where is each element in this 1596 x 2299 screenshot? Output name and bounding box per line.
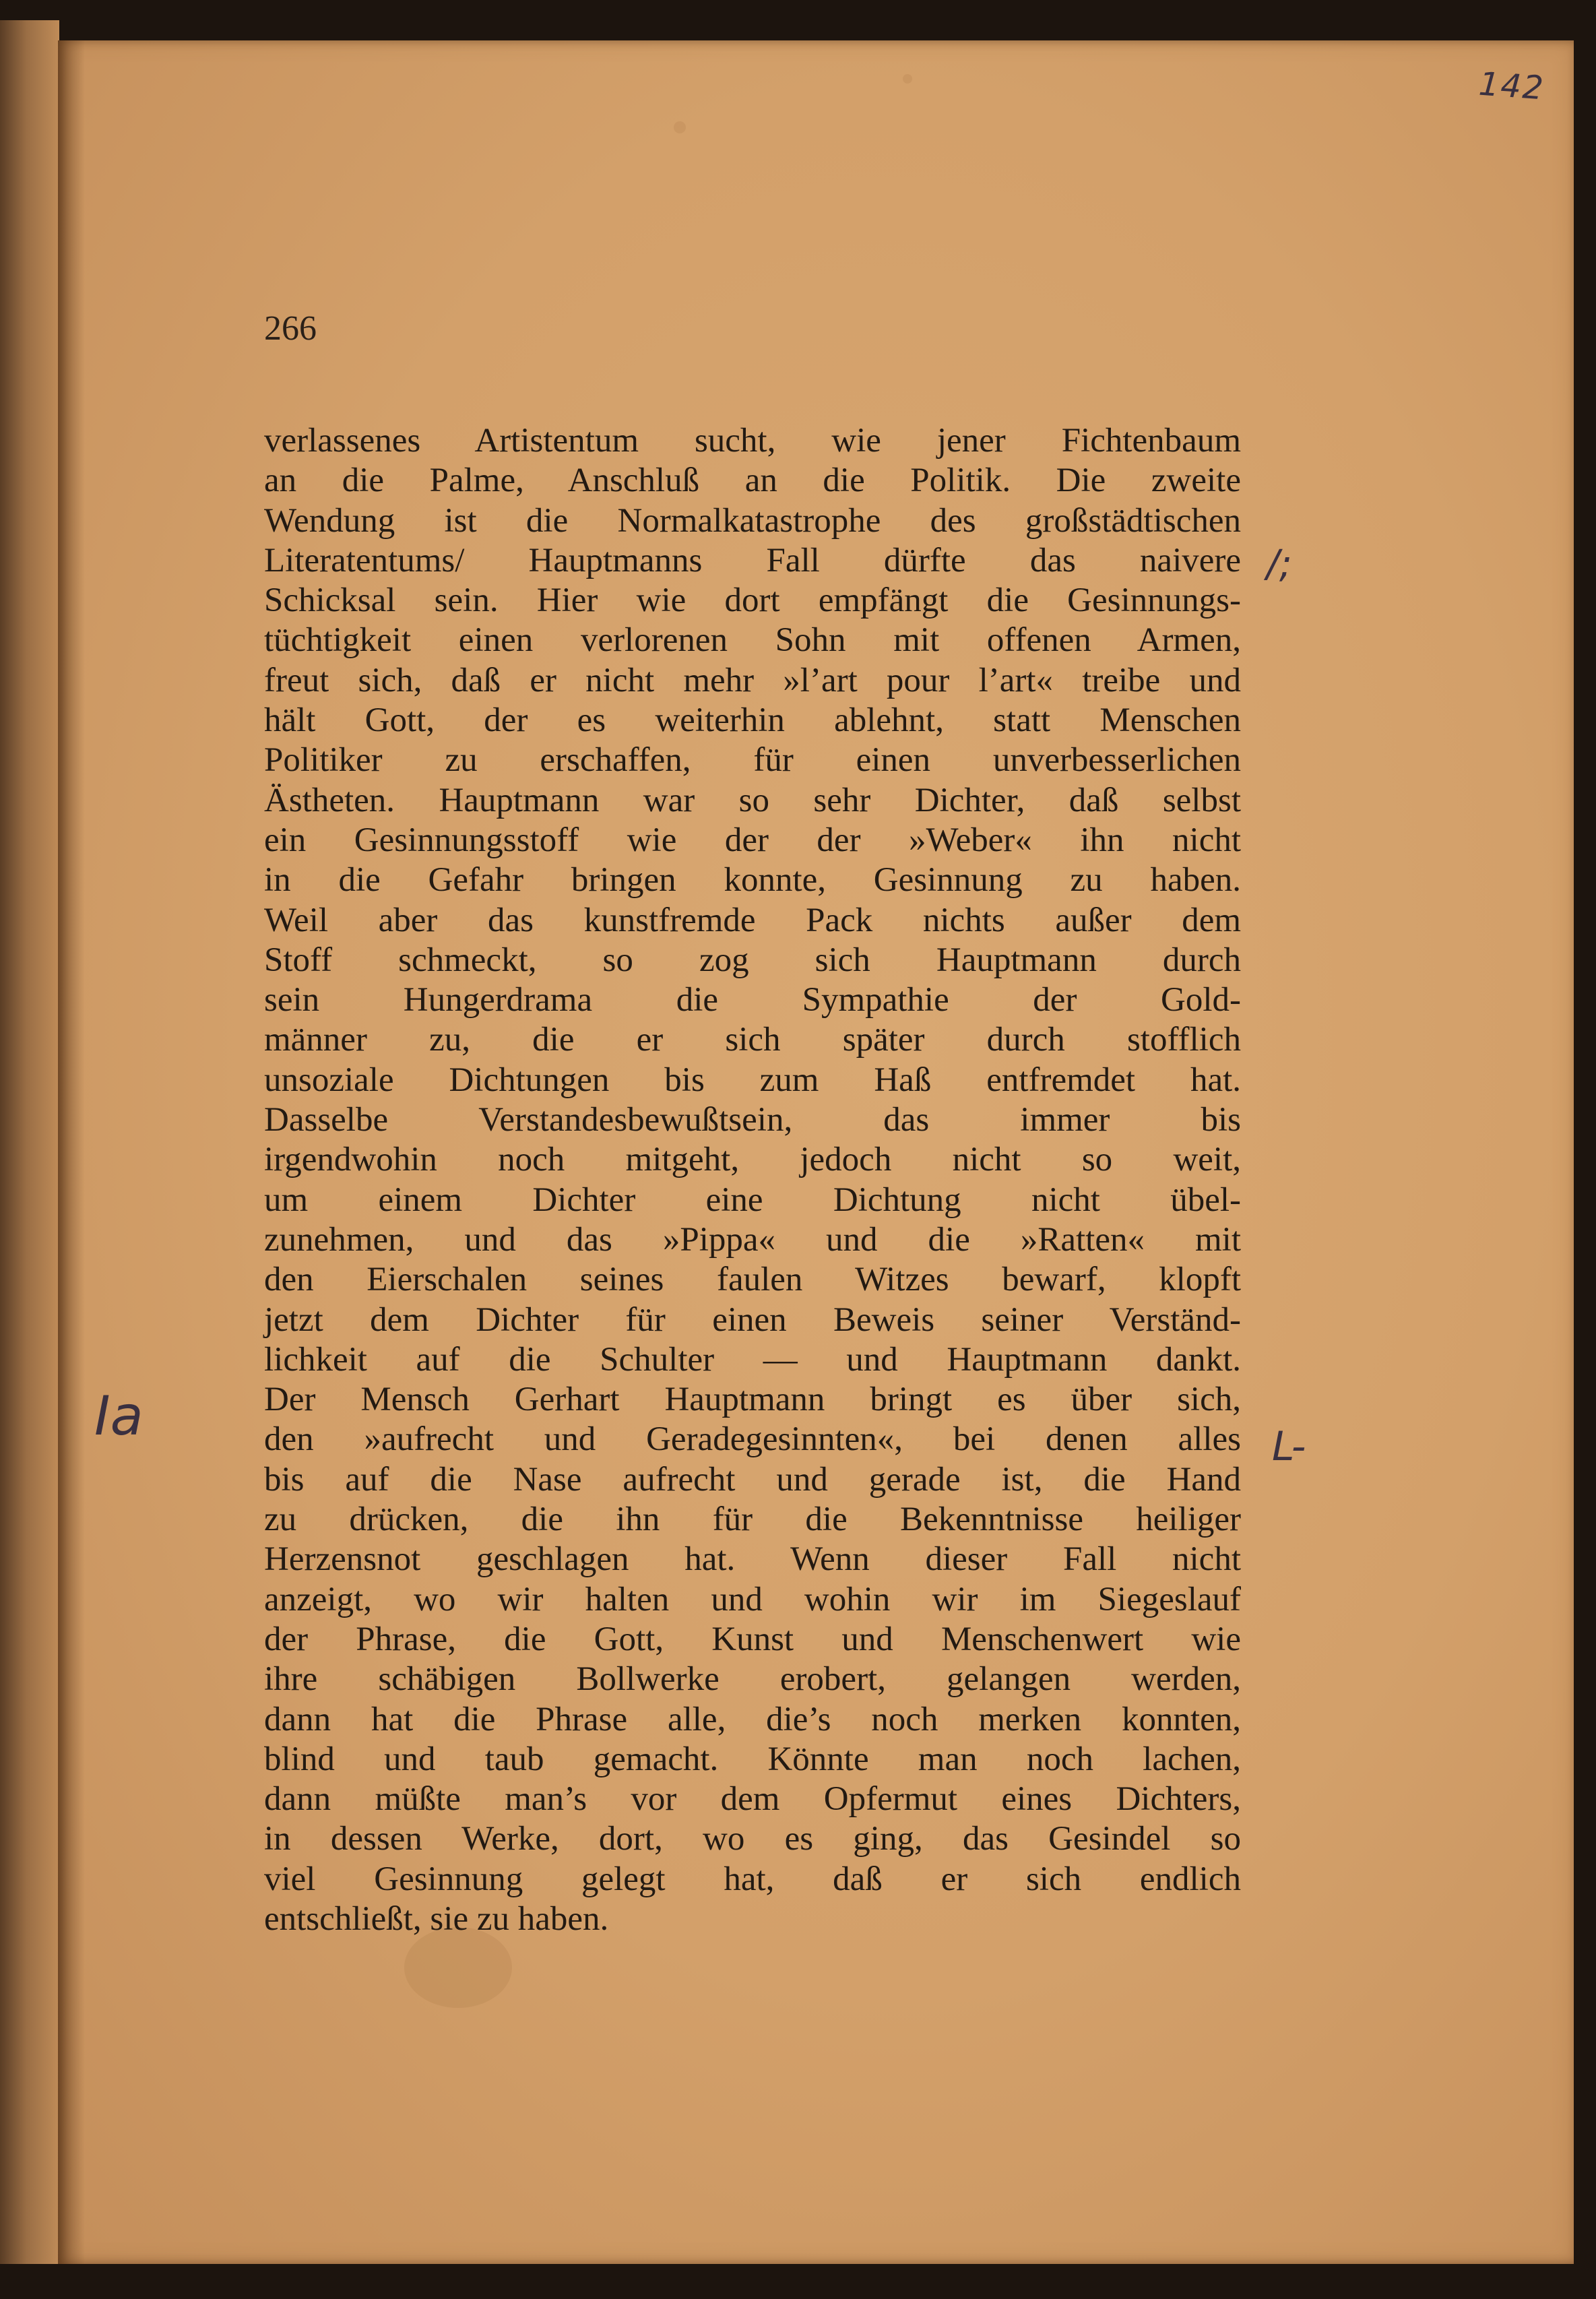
text-line: hält Gott, der es weiterhin ablehnt, statt Menschen bbox=[264, 701, 1241, 740]
text-line: den Eierschalen seines faulen Witzes bewarf, klopft bbox=[264, 1261, 1241, 1299]
text-line: den »aufrecht und Geradegesinnten«, bei denen alles bbox=[264, 1420, 1241, 1459]
text-line: anzeigt, wo wir halten und wohin wir im Siegeslauf bbox=[264, 1580, 1241, 1618]
text-line: dann hat die Phrase alle, die’s noch merken konnten, bbox=[264, 1700, 1241, 1738]
text-line: um einem Dichter eine Dichtung nicht übel- bbox=[264, 1180, 1241, 1219]
margin-correction-mark: /; bbox=[1267, 542, 1292, 586]
scan-border-top bbox=[0, 0, 1596, 40]
text-line: ein Gesinnungsstoff wie der der »Weber« ihn nicht bbox=[264, 821, 1241, 859]
text-line: ihre schäbigen Bollwerke erobert, gelangen werden, bbox=[264, 1660, 1241, 1699]
text-line: entschließt, sie zu haben. bbox=[264, 1899, 609, 1938]
text-line: Herzensnot geschlagen hat. Wenn dieser Fall nicht bbox=[264, 1540, 1241, 1579]
text-line: unsoziale Dichtungen bis zum Haß entfremdet hat. bbox=[264, 1061, 1241, 1099]
text-line: Politiker zu erschaffen, für einen unverbesserlichen bbox=[264, 741, 1241, 780]
text-line: Wendung ist die Normalkatastrophe des großstädtischen bbox=[264, 501, 1241, 540]
text-line: männer zu, die er sich später durch stofflich bbox=[264, 1021, 1241, 1059]
text-line: Dasselbe Verstandesbewußtsein, das immer bis bbox=[264, 1101, 1241, 1139]
margin-correction-mark: L- bbox=[1272, 1423, 1306, 1470]
archive-number: 142 bbox=[1477, 65, 1546, 108]
text-line: an die Palme, Anschluß an die Politik. Die zweite bbox=[264, 462, 1241, 500]
margin-annotation: Ia bbox=[94, 1385, 143, 1447]
text-line: Schicksal sein. Hier wie dort empfängt die Gesinnungs- bbox=[264, 581, 1241, 620]
gutter-shadow bbox=[58, 40, 85, 2264]
text-line: Weil aber das kunstfremde Pack nichts außer dem bbox=[264, 901, 1241, 939]
paper-spot bbox=[674, 121, 686, 133]
text-line: in die Gefahr bringen konnte, Gesinnung zu haben. bbox=[264, 861, 1241, 900]
text-line: blind und taub gemacht. Könnte man noch lachen, bbox=[264, 1740, 1241, 1778]
text-line: Der Mensch Gerhart Hauptmann bringt es über sich, bbox=[264, 1381, 1241, 1419]
text-line: zunehmen, und das »Pippa« und die »Ratten« mit bbox=[264, 1220, 1241, 1259]
text-line: viel Gesinnung gelegt hat, daß er sich endlich bbox=[264, 1860, 1241, 1898]
scan-border-right bbox=[1574, 0, 1596, 2299]
text-line: freut sich, daß er nicht mehr »l’art pour l’art« treibe und bbox=[264, 661, 1241, 699]
text-line: irgendwohin noch mitgeht, jedoch nicht so weit, bbox=[264, 1141, 1241, 1179]
text-line: verlassenes Artistentum sucht, wie jener Fichtenbaum bbox=[264, 422, 1241, 460]
text-line: tüchtigkeit einen verlorenen Sohn mit offenen Armen, bbox=[264, 621, 1241, 660]
text-line: Stoff schmeckt, so zog sich Hauptmann durch bbox=[264, 941, 1241, 979]
text-line: sein Hungerdrama die Sympathie der Gold- bbox=[264, 981, 1241, 1019]
text-line: lichkeit auf die Schulter — und Hauptmann dankt. bbox=[264, 1340, 1241, 1379]
text-line: der Phrase, die Gott, Kunst und Menschenwert wie bbox=[264, 1620, 1241, 1658]
facing-page-edge bbox=[0, 20, 59, 2271]
text-line: jetzt dem Dichter für einen Beweis seiner Verständ- bbox=[264, 1300, 1241, 1339]
paper-spot bbox=[903, 74, 912, 84]
text-line: zu drücken, die ihn für die Bekenntnisse heiliger bbox=[264, 1501, 1241, 1539]
body-text bbox=[264, 421, 1241, 1939]
text-line: dann müßte man’s vor dem Opfermut eines Dichters, bbox=[264, 1780, 1241, 1819]
text-line: Ästheten. Hauptmann war so sehr Dichter, daß selbst bbox=[264, 781, 1241, 819]
page-number: 266 bbox=[264, 309, 317, 348]
text-line: Literatentums/ Hauptmanns Fall dürfte das naivere bbox=[264, 541, 1241, 579]
text-line: bis auf die Nase aufrecht und gerade ist, die Hand bbox=[264, 1460, 1241, 1499]
scan-border-bottom bbox=[0, 2264, 1596, 2299]
text-line: in dessen Werke, dort, wo es ging, das Gesindel so bbox=[264, 1820, 1241, 1858]
